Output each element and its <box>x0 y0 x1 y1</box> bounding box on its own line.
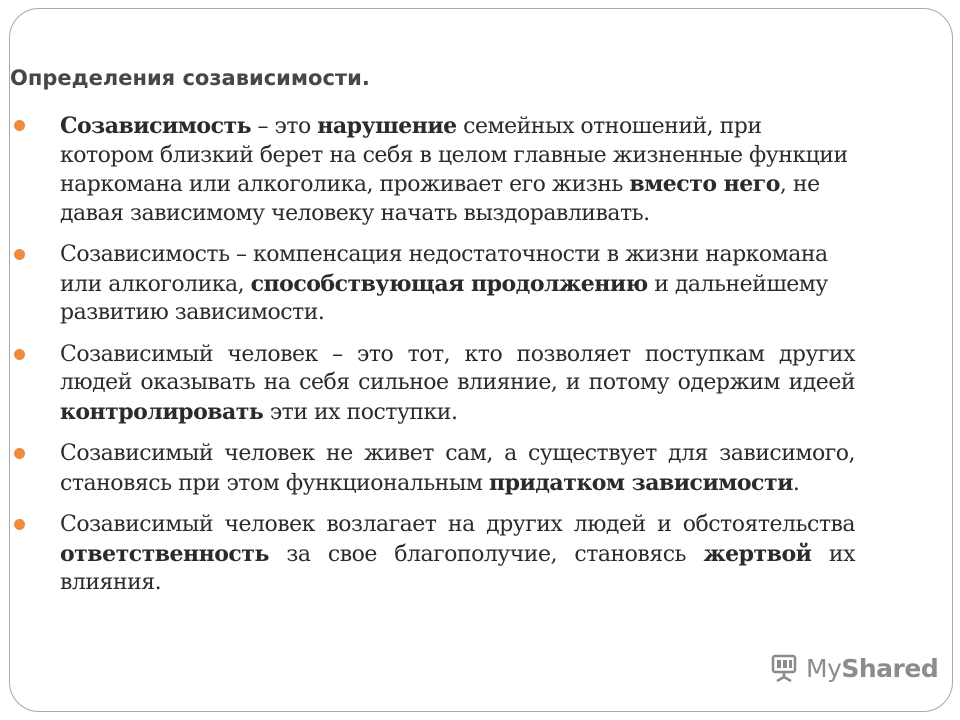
bullet-item <box>0 112 960 228</box>
bullet-text: Созависимый человек – это тот, кто позволяет поступкам других людей оказывать на себя сильное влияние, и потому одержим идеей контролировать эти их поступки. <box>60 341 855 425</box>
myshared-watermark[interactable] <box>768 652 938 684</box>
bullet-item <box>0 341 960 428</box>
myshared-logo-icon <box>768 652 800 684</box>
bullet-text: Созависимость – компенсация недостаточности в жизни наркомана или алкоголика, способствующая продолжению и дальнейшему развитию зависимости. <box>60 242 828 325</box>
bullet-dot-icon <box>14 448 25 459</box>
bullet-dot-icon <box>14 349 25 360</box>
bullet-item <box>0 440 960 498</box>
slide-title: Определения созависимости. <box>10 66 370 90</box>
bullet-list <box>0 112 960 611</box>
bullet-dot-icon <box>14 519 25 530</box>
bullet-item <box>0 511 960 598</box>
bullet-dot-icon <box>14 120 25 131</box>
bullet-item <box>0 241 960 328</box>
bullet-text: Созависимый человек не живет сам, а существует для зависимого, становясь при этом функциональным придатком зависимости. <box>60 441 855 496</box>
bullet-dot-icon <box>14 249 25 260</box>
watermark-brand: MyShared <box>806 653 939 683</box>
bullet-text: Созависимый человек возлагает на других людей и обстоятельства ответственность за свое благополучие, становясь жертвой их влияния. <box>60 512 855 595</box>
bullet-text: Созависимость – это нарушение семейных отношений, при котором близкий берет на себя в целом главные жизненные функции наркомана или алкоголика, проживает его жизнь вместо него, не давая зависимому человеку начать выздоравливать. <box>60 113 848 226</box>
